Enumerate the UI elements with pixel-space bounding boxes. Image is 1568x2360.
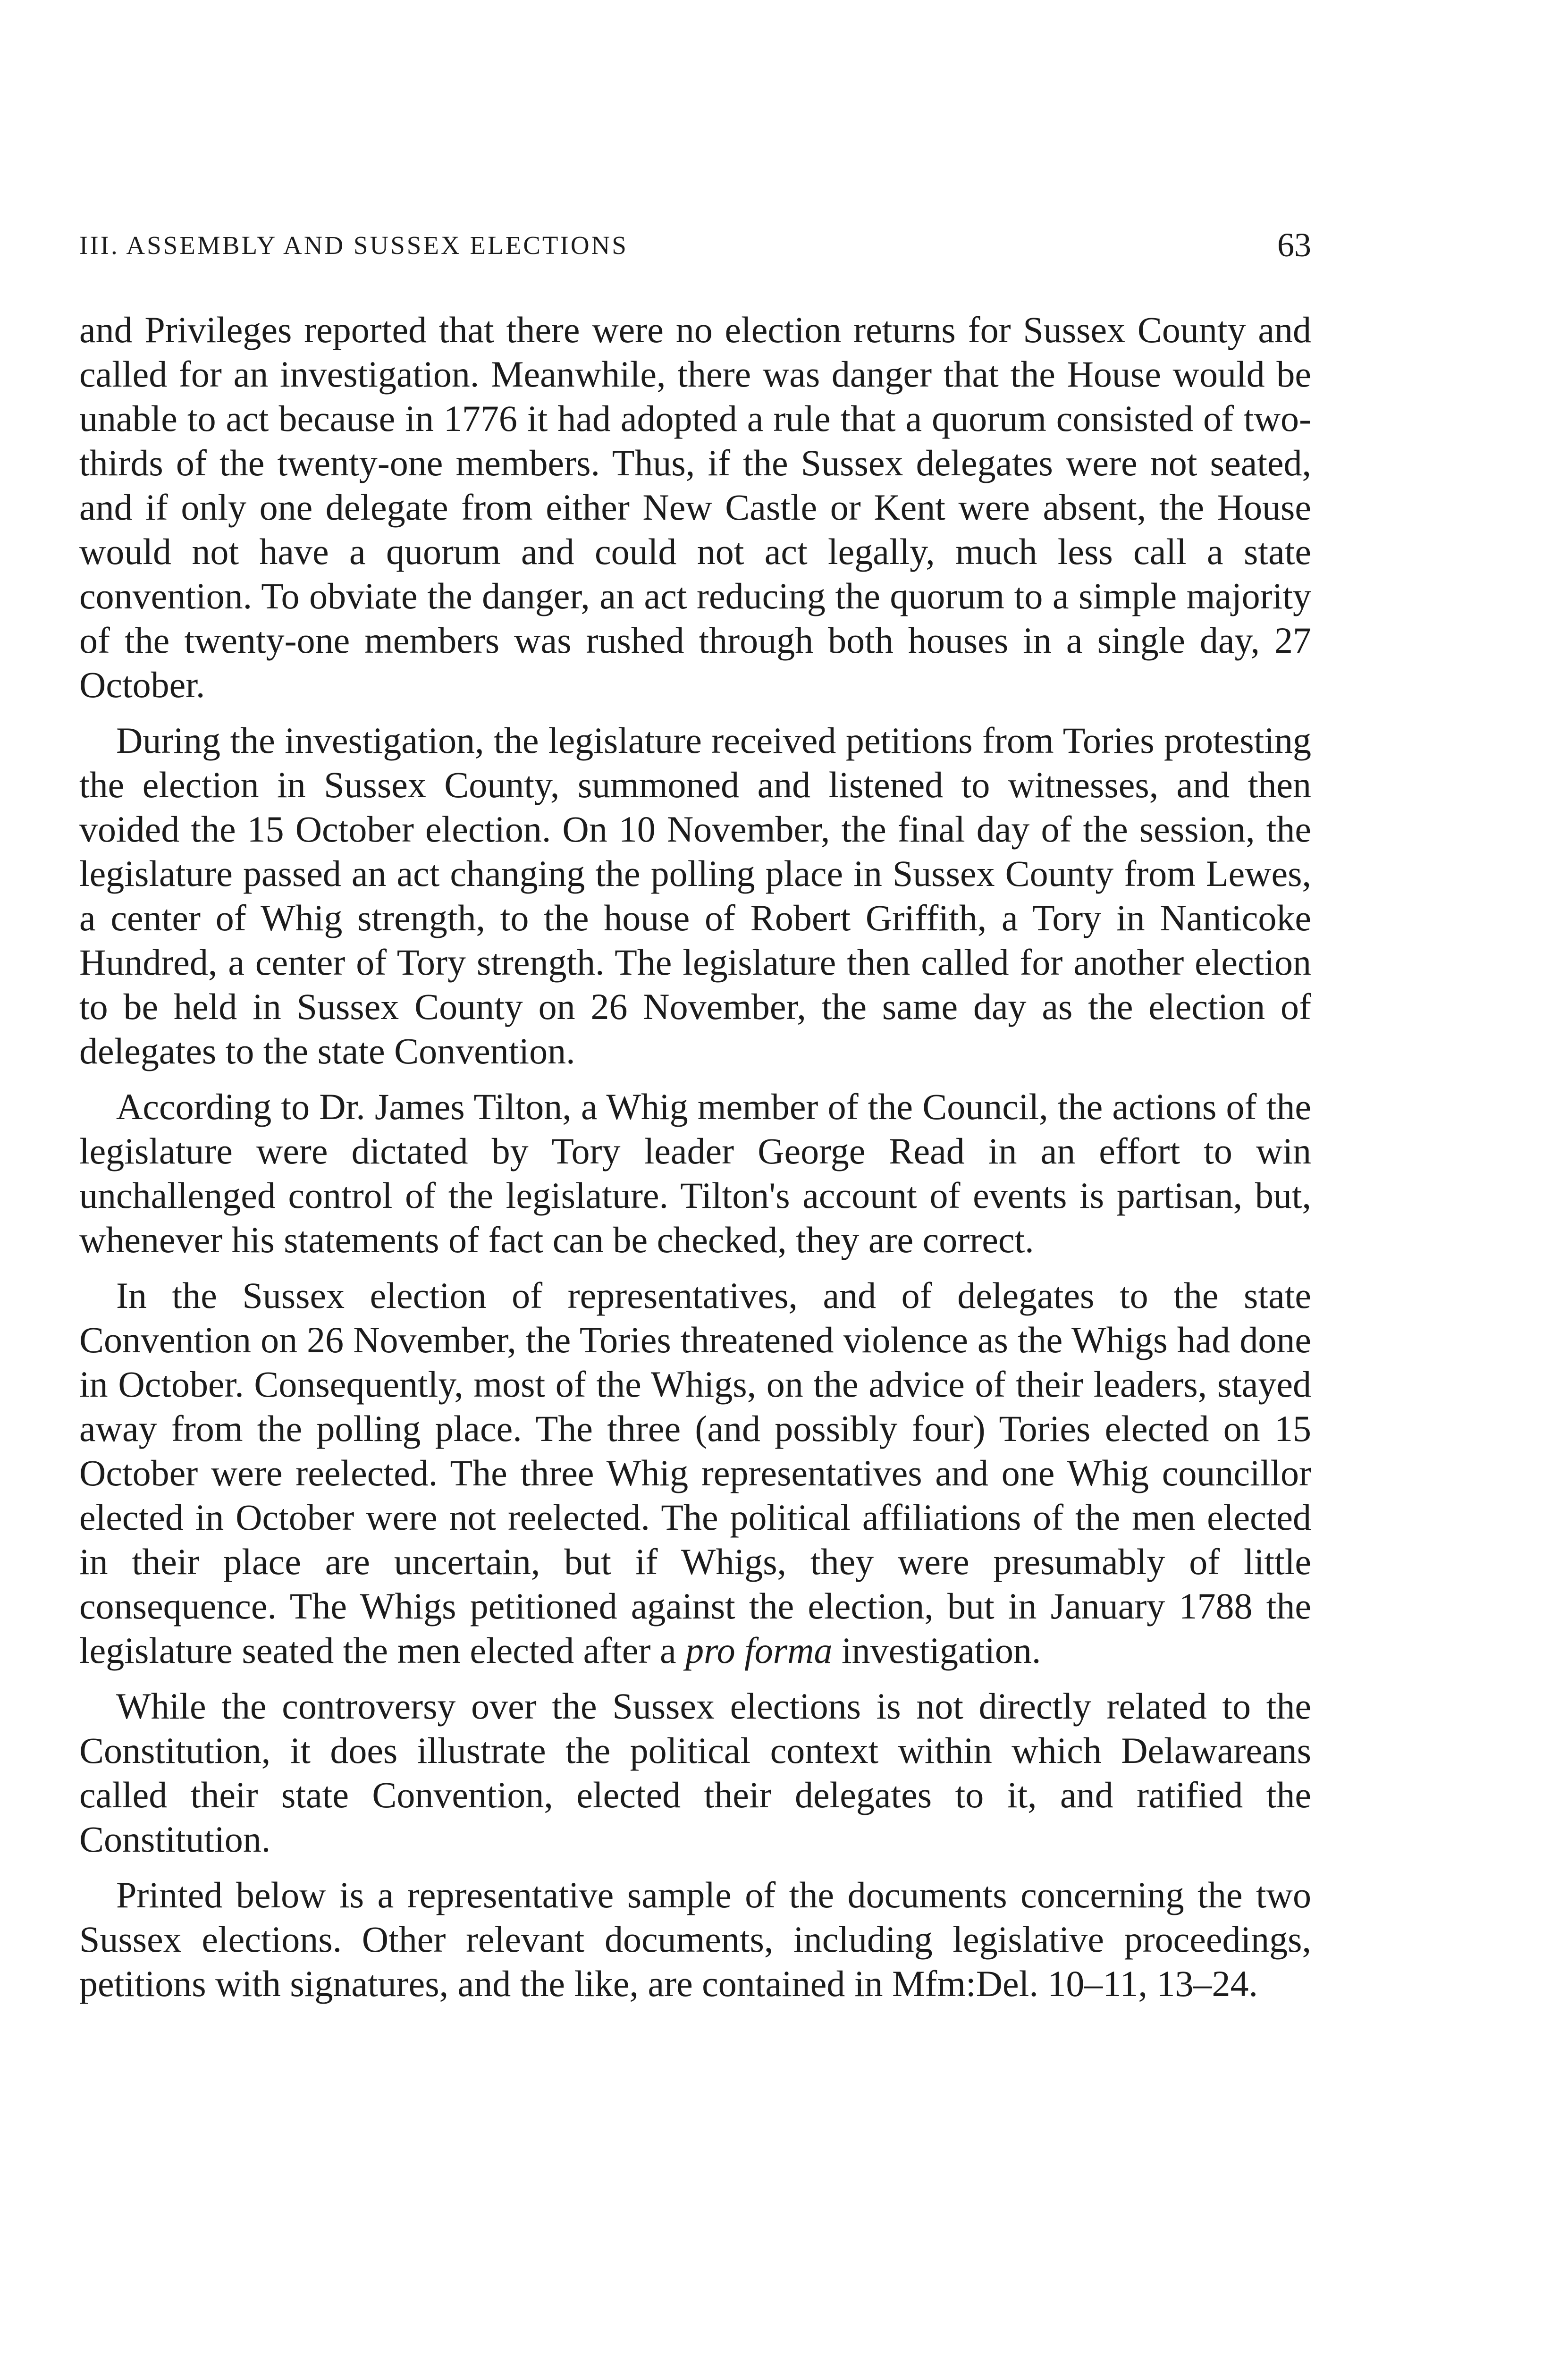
body-text	[79, 308, 1311, 2017]
paragraph-tilton-account: According to Dr. James Tilton, a Whig member of the Council, the actions of the legislature were dictated by Tory leader George Read in an effort to win unchallenged control of the legislature. Tilton's account of events is partisan, but, whenever his statements of fact can be checked, they are correct.	[79, 1086, 1311, 1260]
italic-pro-forma: pro forma	[685, 1630, 833, 1671]
paragraph-investigation: During the investigation, the legislature received petitions from Tories protesting the election in Sussex County, summoned and listened to witnesses, and then voided the 15 October election. On 10 November, the final day of the session, the legislature passed an act changing the polling place in Sussex County from Lewes, a center of Whig strength, to the house of Robert Griffith, a Tory in Nanticoke Hundred, a center of Tory strength. The legislature then called for another election to be held in Sussex County on 26 November, the same day as the election of delegates to the state Convention.	[79, 720, 1311, 1071]
paragraph-november-election	[79, 1273, 1311, 1673]
running-head	[79, 226, 1311, 268]
paragraph-november-election-text: In the Sussex election of representatives, and of delegates to the state Convention on 26 November, the Tories threatened violence as the Whigs had done in October. Consequently, most of the Whigs, on the advice of their leaders, stayed away from the polling place. The three (and possibly four) Tories elected on 15 October were reelected. The three Whig representatives and one Whig councillor elected in October were not reelected. The political affiliations of the men elected in their place are uncertain, but if Whigs, they were presumably of little consequence. The Whigs petitioned against the election, but in January 1788 the legislature seated the men elected after a	[79, 1275, 1311, 1671]
running-title: III. ASSEMBLY AND SUSSEX ELECTIONS	[79, 231, 628, 260]
paragraph-political-context: While the controversy over the Sussex elections is not directly related to the Constitution, it does illustrate the political context within which Delawareans called their state Convention, elected their delegates to it, and ratified the Constitution.	[79, 1686, 1311, 1860]
paragraph-documents-note: Printed below is a representative sample of the documents concerning the two Sussex elections. Other relevant documents, including legislative proceedings, petitions with signatures, and the like, are contained in Mfm:Del. 10–11, 13–24.	[79, 1874, 1311, 2004]
paragraph-november-election-end: investigation.	[832, 1630, 1041, 1671]
page-number: 63	[1277, 226, 1311, 264]
paragraph-continuation: and Privileges reported that there were no election returns for Sussex County and called for an investigation. Meanwhile, there was danger that the House would be unable to act because in 1776 it had adopted a rule that a quorum consisted of two-thirds of the twenty-one members. Thus, if the Sussex delegates were not seated, and if only one delegate from either New Castle or Kent were absent, the House would not have a quorum and could not act legally, much less call a state convention. To obviate the danger, an act reducing the quorum to a simple majority of the twenty-one members was rushed through both houses in a single day, 27 October.	[79, 309, 1311, 705]
